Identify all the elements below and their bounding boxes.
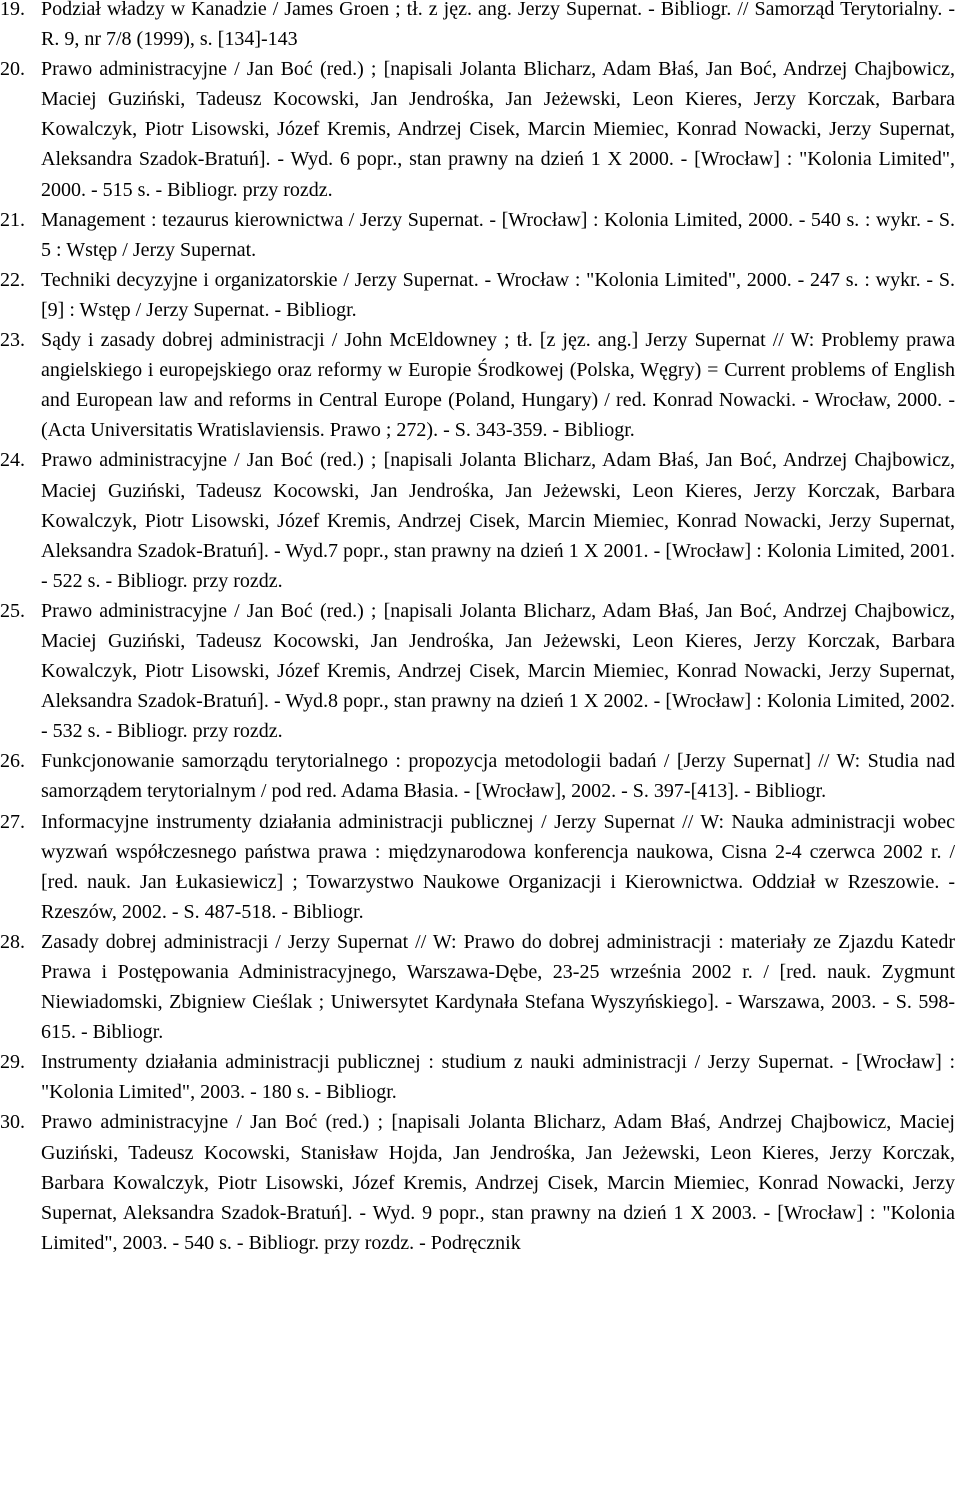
entry-number: 28. bbox=[0, 930, 25, 953]
bibliography-entry-25 bbox=[0, 596, 960, 746]
entry-text: Prawo administracyjne / Jan Boć (red.) ; [napisali Jolanta Blicharz, Adam Błaś, Andrzej Chajbowicz, Maciej Guziński, Tadeusz Kocowski, Stanisław Hojda, Jan Jendrośka, Jan Jeżewski, Leon Kieres, Jerzy Korczak, Barbara Kowalczyk, Piotr Lisowski, Józef Kremis, Andrzej Cisek, Marcin Miemiec, Konrad Nowacki, Jerzy Supernat, Aleksandra Szadok-Bratuń]. - Wyd. 9 popr., stan prawny na dzień 1 X 2003. - [Wrocław] : "Kolonia Limited", 2003. - 540 s. - Bibliogr. przy rozdz. - Podręcznik bbox=[41, 1111, 955, 1254]
entry-number: 24. bbox=[0, 449, 25, 472]
entry-text: Zasady dobrej administracji / Jerzy Supernat // W: Prawo do dobrej administracji : materiały ze Zjazdu Katedr Prawa i Postępowania Administracyjnego, Warszawa-Dębe, 23-25 września 2002 r. / [red. nauk. Zygmunt Niewiadomski, Zbigniew Cieślak ; Uniwersytet Kardynała Stefana Wyszyńskiego]. - Warszawa, 2003. - S. 598-615. - Bibliogr. bbox=[41, 930, 955, 1044]
bibliography-entry-20 bbox=[0, 54, 960, 204]
entry-text: Prawo administracyjne / Jan Boć (red.) ; [napisali Jolanta Blicharz, Adam Błaś, Jan Boć, Andrzej Chajbowicz, Maciej Guziński, Tadeusz Kocowski, Jan Jendrośka, Jan Jeżewski, Leon Kieres, Jerzy Korczak, Barbara Kowalczyk, Piotr Lisowski, Józef Kremis, Andrzej Cisek, Marcin Miemiec, Konrad Nowacki, Jerzy Supernat, Aleksandra Szadok-Bratuń]. - Wyd.7 popr., stan prawny na dzień 1 X 2001. - [Wrocław] : Kolonia Limited, 2001. - 522 s. - Bibliogr. przy rozdz. bbox=[41, 449, 955, 592]
entry-number: 30. bbox=[0, 1111, 25, 1134]
entry-number: 20. bbox=[0, 58, 25, 81]
entry-number: 19. bbox=[0, 0, 25, 20]
entry-number: 21. bbox=[0, 208, 25, 231]
entry-number: 27. bbox=[0, 810, 25, 833]
bibliography-entry-23 bbox=[0, 325, 960, 445]
entry-text: Prawo administracyjne / Jan Boć (red.) ; [napisali Jolanta Blicharz, Adam Błaś, Jan Boć, Andrzej Chajbowicz, Maciej Guziński, Tadeusz Kocowski, Jan Jendrośka, Jan Jeżewski, Leon Kieres, Jerzy Korczak, Barbara Kowalczyk, Piotr Lisowski, Józef Kremis, Andrzej Cisek, Marcin Miemiec, Konrad Nowacki, Jerzy Supernat, Aleksandra Szadok-Bratuń]. - Wyd. 6 popr., stan prawny na dzień 1 X 2000. - [Wrocław] : "Kolonia Limited", 2000. - 515 s. - Bibliogr. przy rozdz. bbox=[41, 58, 955, 201]
entry-number: 26. bbox=[0, 750, 25, 773]
bibliography-entry-28 bbox=[0, 927, 960, 1047]
entry-number: 22. bbox=[0, 268, 25, 291]
entry-number: 25. bbox=[0, 599, 25, 622]
bibliography-entry-26 bbox=[0, 746, 960, 806]
entry-text: Sądy i zasady dobrej administracji / John McEldowney ; tł. [z jęz. ang.] Jerzy Supernat // W: Problemy prawa angielskiego i europejskiego oraz reformy w Europie Środkowej (Polska, Węgry) = Current problems of English and European law and reforms in Central Europe (Poland, Hungary) / red. Konrad Nowacki. - Wrocław, 2000. - (Acta Universitatis Wratislaviensis. Prawo ; 272). - S. 343-359. - Bibliogr. bbox=[41, 329, 955, 442]
entry-number: 29. bbox=[0, 1051, 25, 1074]
bibliography-entry-22 bbox=[0, 265, 960, 325]
entry-text: Podział władzy w Kanadzie / James Groen ; tł. z jęz. ang. Jerzy Supernat. - Bibliogr. // Samorząd Terytorialny. - R. 9, nr 7/8 (1999), s. [134]-143 bbox=[41, 0, 955, 51]
entry-text: Techniki decyzyjne i organizatorskie / Jerzy Supernat. - Wrocław : "Kolonia Limited", 2000. - 247 s. : wykr. - S. [9] : Wstęp / Jerzy Supernat. - Bibliogr. bbox=[41, 268, 955, 321]
bibliography-entry-24 bbox=[0, 445, 960, 595]
bibliography-entry-29 bbox=[0, 1047, 960, 1107]
entry-number: 23. bbox=[0, 329, 25, 352]
entry-text: Informacyjne instrumenty działania administracji publicznej / Jerzy Supernat // W: Nauka administracji wobec wyzwań współczesnego państwa prawa : międzynarodowa konferencja naukowa, Cisna 2-4 czerwca 2002 r. / [red. nauk. Jan Łukasiewicz] ; Towarzystwo Naukowe Organizacji i Kierownictwa. Oddział w Rzeszowie. - Rzeszów, 2002. - S. 487-518. - Bibliogr. bbox=[41, 810, 955, 923]
entry-text: Instrumenty działania administracji publicznej : studium z nauki administracji / Jerzy Supernat. - [Wrocław] : "Kolonia Limited", 2003. - 180 s. - Bibliogr. bbox=[41, 1051, 955, 1104]
bibliography-entry-27 bbox=[0, 807, 960, 927]
bibliography-entry-19 bbox=[0, 0, 960, 54]
entry-text: Prawo administracyjne / Jan Boć (red.) ; [napisali Jolanta Blicharz, Adam Błaś, Jan Boć, Andrzej Chajbowicz, Maciej Guziński, Tadeusz Kocowski, Jan Jendrośka, Jan Jeżewski, Leon Kieres, Jerzy Korczak, Barbara Kowalczyk, Piotr Lisowski, Józef Kremis, Andrzej Cisek, Marcin Miemiec, Konrad Nowacki, Jerzy Supernat, Aleksandra Szadok-Bratuń]. - Wyd.8 popr., stan prawny na dzień 1 X 2002. - [Wrocław] : Kolonia Limited, 2002. - 532 s. - Bibliogr. przy rozdz. bbox=[41, 599, 955, 743]
bibliography-entry-21 bbox=[0, 205, 960, 265]
entry-text: Funkcjonowanie samorządu terytorialnego : propozycja metodologii badań / [Jerzy Supernat] // W: Studia nad samorządem terytorialnym / pod red. Adama Błasia. - [Wrocław], 2002. - S. 397-[413]. - Bibliogr. bbox=[41, 750, 955, 803]
bibliography-entry-30 bbox=[0, 1107, 960, 1257]
entry-text: Management : tezaurus kierownictwa / Jerzy Supernat. - [Wrocław] : Kolonia Limited, 2000. - 540 s. : wykr. - S. 5 : Wstęp / Jerzy Supernat. bbox=[41, 208, 955, 261]
